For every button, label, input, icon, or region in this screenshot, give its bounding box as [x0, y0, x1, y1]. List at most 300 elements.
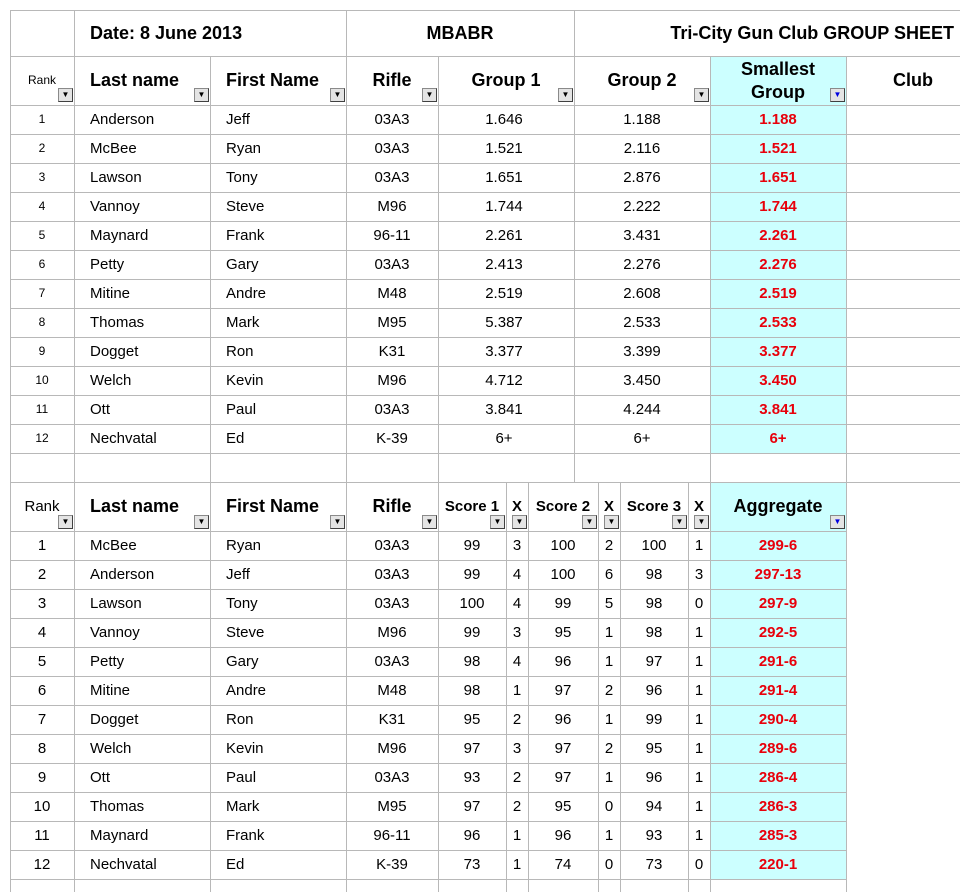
rank-cell: 5: [37, 653, 47, 670]
grid-line: [10, 221, 960, 222]
grid-line: [528, 482, 529, 879]
first-name-cell: Mark: [226, 798, 260, 815]
x-3-cell: 1: [694, 624, 704, 641]
score-3-cell: 98: [645, 624, 663, 641]
header-x-2: X: [603, 498, 614, 515]
rank-cell: 9: [37, 769, 47, 786]
filter-dropdown-rank-2[interactable]: ▼: [58, 515, 73, 529]
score-1-cell: 97: [463, 798, 481, 815]
grid-line: [10, 821, 846, 822]
group-1-cell: 4.712: [485, 372, 523, 389]
first-name-cell: Gary: [226, 653, 259, 670]
score-2-cell: 100: [550, 537, 576, 554]
rifle-cell: M96: [377, 624, 407, 641]
score-1-cell: 95: [463, 711, 481, 728]
grid-line: [438, 482, 439, 879]
filter-dropdown-first-name[interactable]: ▼: [330, 88, 345, 102]
score-2-cell: 95: [554, 624, 572, 641]
group-1-cell: 5.387: [485, 314, 523, 331]
x-2-cell: 0: [604, 798, 614, 815]
group-1-cell: 1.646: [485, 111, 523, 128]
first-name-cell: Kevin: [226, 740, 264, 757]
header-group-1: Group 1: [471, 70, 541, 90]
rifle-cell: 03A3: [374, 140, 410, 157]
smallest-group-cell: 1.188: [759, 111, 797, 128]
score-3-cell: 96: [645, 682, 663, 699]
filter-dropdown-x-1[interactable]: ▼: [512, 515, 527, 529]
filter-dropdown-score-3[interactable]: ▼: [672, 515, 687, 529]
rank-cell: 1: [37, 537, 47, 554]
smallest-group-cell: 3.841: [759, 401, 797, 418]
last-name-cell: Ott: [90, 769, 111, 786]
sheet-title: Tri-City Gun Club GROUP SHEET: [670, 23, 954, 43]
last-name-cell: Mitine: [90, 682, 131, 699]
x-1-cell: 1: [512, 827, 522, 844]
first-name-cell: Ryan: [226, 140, 262, 157]
score-3-cell: 98: [645, 566, 663, 583]
club-cell: [846, 395, 960, 424]
rifle-cell: 03A3: [374, 111, 410, 128]
score-3-cell: 96: [645, 769, 663, 786]
x-3-cell: 1: [694, 798, 704, 815]
score-3-cell: 94: [645, 798, 663, 815]
group-1-cell: 1.651: [485, 169, 523, 186]
aggregate-cell: 297-9: [758, 595, 798, 612]
rank-cell: 6: [37, 682, 47, 699]
last-name-cell: Anderson: [90, 566, 155, 583]
last-name-cell: Welch: [90, 740, 132, 757]
aggregate-cell: 290-4: [758, 711, 798, 728]
grid-line: [10, 647, 846, 648]
grid-line: [10, 134, 960, 135]
x-1-cell: 2: [512, 711, 522, 728]
grid-line: [10, 560, 846, 561]
header-smallest-line1: Smallest: [740, 59, 816, 79]
header-score-2: Score 2: [535, 498, 591, 515]
grid-line: [346, 482, 347, 879]
rifle-cell: M48: [377, 285, 407, 302]
score-1-cell: 99: [463, 624, 481, 641]
grid-line: [846, 879, 847, 892]
first-name-cell: Ed: [226, 430, 245, 447]
first-name-cell: Steve: [226, 624, 265, 641]
grid-line: [620, 482, 621, 879]
group-1-cell: 2.413: [485, 256, 523, 273]
group-2-cell: 3.431: [623, 227, 661, 244]
x-2-cell: 2: [604, 740, 614, 757]
rifle-cell: 03A3: [374, 401, 410, 418]
rifle-cell: M95: [377, 314, 407, 331]
smallest-group-cell: 2.533: [759, 314, 797, 331]
x-3-cell: 1: [694, 740, 704, 757]
filter-dropdown-rifle-2[interactable]: ▼: [422, 515, 437, 529]
header-score-1: Score 1: [444, 498, 500, 515]
score-1-cell: 99: [463, 537, 481, 554]
score-2-cell: 96: [554, 653, 572, 670]
club-cell: [846, 250, 960, 279]
last-name-cell: Dogget: [90, 711, 139, 728]
score-1-cell: 96: [463, 827, 481, 844]
rank-cell: 11: [35, 402, 49, 416]
x-2-cell: 1: [604, 769, 614, 786]
rifle-cell: K31: [378, 711, 406, 728]
x-3-cell: 1: [694, 537, 704, 554]
last-name-cell: Welch: [90, 372, 132, 389]
grid-line: [210, 56, 211, 482]
score-1-cell: 73: [463, 856, 481, 873]
rifle-cell: M95: [377, 798, 407, 815]
filter-dropdown-aggregate[interactable]: ▼: [830, 515, 845, 529]
header-x-1: X: [511, 498, 522, 515]
rank-cell: 12: [33, 856, 51, 873]
rank-cell: 11: [34, 827, 50, 844]
filter-dropdown-group-1[interactable]: ▼: [558, 88, 573, 102]
smallest-group-cell: 1.744: [759, 198, 797, 215]
club-cell: [846, 192, 960, 221]
x-3-cell: 1: [694, 682, 704, 699]
x-1-cell: 2: [512, 769, 522, 786]
score-1-cell: 97: [463, 740, 481, 757]
header-score-3: Score 3: [626, 498, 682, 515]
header-rifle: Rifle: [372, 70, 412, 90]
rifle-cell: 03A3: [374, 595, 410, 612]
first-name-cell: Jeff: [226, 566, 250, 583]
group-2-cell: 2.116: [623, 140, 661, 157]
header-rank: Rank: [27, 73, 56, 87]
grid-line: [710, 879, 711, 892]
grid-line: [598, 879, 599, 892]
rank-cell: 3: [37, 595, 47, 612]
first-name-cell: Paul: [226, 401, 257, 418]
grid-line: [688, 482, 689, 879]
group-2-cell: 2.608: [623, 285, 661, 302]
x-2-cell: 1: [604, 711, 614, 728]
last-name-cell: Dogget: [90, 343, 139, 360]
first-name-cell: Mark: [226, 314, 260, 331]
header-rifle-2: Rifle: [372, 496, 412, 516]
group-1-cell: 3.377: [485, 343, 523, 360]
score-2-cell: 95: [554, 798, 572, 815]
grid-line: [346, 10, 347, 482]
grid-line: [210, 482, 211, 879]
aggregate-cell: 292-5: [758, 624, 798, 641]
grid-line: [10, 56, 960, 57]
group-1-cell: 2.261: [485, 227, 523, 244]
x-1-cell: 4: [512, 653, 522, 670]
rifle-cell: 03A3: [374, 537, 410, 554]
group-2-cell: 1.188: [623, 111, 661, 128]
rifle-cell: 96-11: [373, 827, 411, 844]
rank-cell: 7: [37, 711, 47, 728]
x-2-cell: 1: [604, 624, 614, 641]
x-1-cell: 2: [512, 798, 522, 815]
first-name-cell: Ron: [226, 711, 254, 728]
filter-dropdown-score-2[interactable]: ▼: [582, 515, 597, 529]
last-name-cell: Nechvatal: [90, 430, 157, 447]
last-name-cell: Vannoy: [90, 624, 140, 641]
aggregate-cell: 291-6: [758, 653, 798, 670]
filter-dropdown-score-1[interactable]: ▼: [490, 515, 505, 529]
header-last-name: Last name: [90, 70, 180, 90]
club-cell: [846, 337, 960, 366]
header-club: Club: [893, 70, 933, 90]
rank-cell: 8: [37, 740, 47, 757]
aggregate-cell: 297-13: [754, 566, 802, 583]
grid-line: [10, 676, 846, 677]
grid-line: [10, 792, 846, 793]
grid-line: [74, 482, 75, 879]
first-name-cell: Frank: [226, 227, 265, 244]
grid-line: [846, 482, 847, 879]
grid-line: [574, 10, 575, 482]
score-3-cell: 98: [645, 595, 663, 612]
aggregate-cell: 285-3: [758, 827, 798, 844]
grid-line: [10, 250, 960, 251]
score-1-cell: 93: [463, 769, 481, 786]
filter-dropdown-x-2[interactable]: ▼: [604, 515, 619, 529]
filter-dropdown-last-name-2[interactable]: ▼: [194, 515, 209, 529]
first-name-cell: Andre: [226, 682, 267, 699]
club-cell: [846, 366, 960, 395]
aggregate-cell: 299-6: [758, 537, 798, 554]
x-3-cell: 1: [694, 827, 704, 844]
club-cell: [846, 105, 960, 134]
rank-cell: 5: [38, 228, 46, 242]
first-name-cell: Gary: [226, 256, 259, 273]
score-2-cell: 97: [554, 769, 572, 786]
smallest-group-cell: 1.651: [759, 169, 797, 186]
rank-cell: 8: [38, 315, 46, 329]
rifle-cell: M96: [377, 198, 407, 215]
grid-line: [10, 366, 960, 367]
x-2-cell: 2: [604, 682, 614, 699]
x-1-cell: 3: [512, 624, 522, 641]
grid-line: [506, 879, 507, 892]
header-aggregate: Aggregate: [733, 496, 823, 516]
last-name-cell: McBee: [90, 140, 137, 157]
rifle-cell: 96-11: [373, 227, 411, 244]
score-1-cell: 98: [463, 682, 481, 699]
rifle-cell: K-39: [376, 856, 408, 873]
header-first-name-2: First Name: [226, 496, 320, 516]
first-name-cell: Tony: [226, 169, 258, 186]
rank-cell: 10: [33, 798, 51, 815]
last-name-cell: Thomas: [90, 798, 145, 815]
score-1-cell: 98: [463, 653, 481, 670]
grid-line: [438, 56, 439, 482]
x-1-cell: 3: [512, 537, 522, 554]
smallest-group-cell: 2.519: [759, 285, 797, 302]
group-2-cell: 6+: [633, 430, 651, 447]
grid-line: [10, 10, 960, 11]
first-name-cell: Jeff: [226, 111, 250, 128]
grid-line: [10, 589, 846, 590]
aggregate-cell: 291-4: [758, 682, 798, 699]
group-2-cell: 4.244: [623, 401, 661, 418]
header-rank-2: Rank: [24, 498, 60, 515]
group-1-cell: 2.519: [485, 285, 523, 302]
grid-line: [74, 10, 75, 482]
x-2-cell: 0: [604, 856, 614, 873]
last-name-cell: Vannoy: [90, 198, 140, 215]
score-3-cell: 97: [645, 653, 663, 670]
header-x-3: X: [693, 498, 704, 515]
grid-line: [10, 705, 846, 706]
grid-line: [10, 618, 846, 619]
rifle-cell: M48: [377, 682, 407, 699]
smallest-group-cell: 2.276: [759, 256, 797, 273]
score-3-cell: 73: [645, 856, 663, 873]
rifle-cell: 03A3: [374, 169, 410, 186]
x-2-cell: 5: [604, 595, 614, 612]
event-name: MBABR: [426, 23, 494, 43]
last-name-cell: Maynard: [90, 227, 149, 244]
rifle-cell: 03A3: [374, 769, 410, 786]
header-group-2: Group 2: [607, 70, 677, 90]
x-1-cell: 1: [512, 856, 522, 873]
grid-line: [10, 10, 11, 482]
grid-line: [10, 763, 846, 764]
last-name-cell: Maynard: [90, 827, 149, 844]
score-2-cell: 97: [554, 740, 572, 757]
rifle-cell: 03A3: [374, 653, 410, 670]
x-1-cell: 3: [512, 740, 522, 757]
grid-line: [10, 192, 960, 193]
grid-line: [10, 453, 960, 454]
score-2-cell: 96: [554, 827, 572, 844]
score-3-cell: 100: [641, 537, 667, 554]
score-2-cell: 96: [554, 711, 572, 728]
x-3-cell: 1: [694, 769, 704, 786]
score-1-cell: 100: [459, 595, 485, 612]
smallest-group-cell: 3.450: [759, 372, 797, 389]
first-name-cell: Andre: [226, 285, 267, 302]
group-1-cell: 6+: [495, 430, 513, 447]
filter-dropdown-rifle[interactable]: ▼: [422, 88, 437, 102]
first-name-cell: Ryan: [226, 537, 262, 554]
group-2-cell: 2.222: [623, 198, 661, 215]
last-name-cell: Lawson: [90, 595, 142, 612]
rank-cell: 7: [38, 286, 46, 300]
rank-cell: 6: [38, 257, 46, 271]
rank-cell: 2: [38, 141, 46, 155]
header-last-name-2: Last name: [90, 496, 180, 516]
grid-line: [506, 482, 507, 879]
grid-line: [10, 734, 846, 735]
x-3-cell: 1: [694, 711, 704, 728]
club-cell: [846, 163, 960, 192]
grid-line: [10, 879, 846, 880]
last-name-cell: Lawson: [90, 169, 142, 186]
last-name-cell: Petty: [90, 653, 125, 670]
last-name-cell: Ott: [90, 401, 111, 418]
grid-line: [10, 308, 960, 309]
aggregate-cell: 286-4: [758, 769, 798, 786]
group-2-cell: 3.450: [623, 372, 661, 389]
filter-dropdown-first-name-2[interactable]: ▼: [330, 515, 345, 529]
rifle-cell: 03A3: [374, 256, 410, 273]
score-3-cell: 95: [645, 740, 663, 757]
grid-line: [598, 482, 599, 879]
aggregate-cell: 220-1: [758, 856, 798, 873]
score-2-cell: 100: [550, 566, 576, 583]
group-2-cell: 2.276: [623, 256, 661, 273]
x-3-cell: 1: [694, 653, 704, 670]
score-2-cell: 99: [554, 595, 572, 612]
grid-line: [210, 879, 211, 892]
grid-line: [10, 424, 960, 425]
filter-dropdown-smallest-group[interactable]: ▼: [830, 88, 845, 102]
grid-line: [688, 879, 689, 892]
smallest-group-cell: 2.261: [759, 227, 797, 244]
grid-line: [10, 482, 846, 483]
x-1-cell: 4: [512, 595, 522, 612]
rank-cell: 9: [38, 344, 46, 358]
x-2-cell: 1: [604, 653, 614, 670]
first-name-cell: Ed: [226, 856, 245, 873]
last-name-cell: Nechvatal: [90, 856, 157, 873]
score-3-cell: 93: [645, 827, 663, 844]
club-cell: [846, 221, 960, 250]
rifle-cell: K31: [378, 343, 406, 360]
grid-line: [438, 879, 439, 892]
score-2-cell: 97: [554, 682, 572, 699]
grid-line: [846, 56, 847, 482]
rifle-cell: M96: [377, 740, 407, 757]
filter-dropdown-last-name[interactable]: ▼: [194, 88, 209, 102]
grid-line: [10, 531, 846, 532]
grid-line: [346, 879, 347, 892]
grid-line: [10, 337, 960, 338]
smallest-group-cell: 1.521: [759, 140, 797, 157]
club-cell: [846, 134, 960, 163]
filter-dropdown-group-2[interactable]: ▼: [694, 88, 709, 102]
last-name-cell: Thomas: [90, 314, 145, 331]
grid-line: [10, 279, 960, 280]
first-name-cell: Kevin: [226, 372, 264, 389]
first-name-cell: Ron: [226, 343, 254, 360]
x-2-cell: 1: [604, 827, 614, 844]
grid-line: [10, 850, 846, 851]
group-2-cell: 2.876: [623, 169, 661, 186]
grid-line: [710, 482, 711, 879]
rank-cell: 4: [38, 199, 46, 213]
filter-dropdown-x-3[interactable]: ▼: [694, 515, 709, 529]
filter-dropdown-rank[interactable]: ▼: [58, 88, 73, 102]
group-1-cell: 3.841: [485, 401, 523, 418]
group-1-cell: 1.521: [485, 140, 523, 157]
grid-line: [10, 105, 960, 106]
x-3-cell: 0: [694, 595, 704, 612]
rank-cell: 12: [35, 431, 49, 445]
header-smallest-line2: Group: [751, 82, 805, 102]
aggregate-cell: 286-3: [758, 798, 798, 815]
rank-cell: 3: [38, 170, 46, 184]
group-1-cell: 1.744: [485, 198, 523, 215]
rank-cell: 1: [38, 112, 46, 126]
rifle-cell: K-39: [376, 430, 408, 447]
x-2-cell: 2: [604, 537, 614, 554]
club-cell: [846, 308, 960, 337]
rifle-cell: M96: [377, 372, 407, 389]
last-name-cell: Anderson: [90, 111, 155, 128]
header-first-name: First Name: [226, 70, 320, 90]
first-name-cell: Steve: [226, 198, 265, 215]
group-2-cell: 2.533: [623, 314, 661, 331]
rifle-cell: 03A3: [374, 566, 410, 583]
grid-line: [620, 879, 621, 892]
grid-line: [74, 879, 75, 892]
